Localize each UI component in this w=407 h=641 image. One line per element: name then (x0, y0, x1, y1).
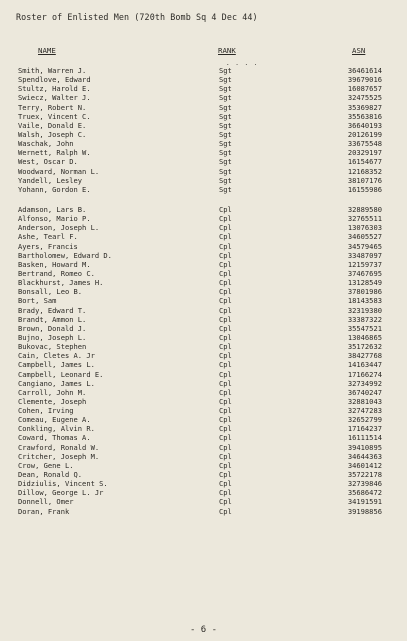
member-name: Dean, Ronald Q. (18, 470, 83, 480)
member-asn: 34601412 (347, 460, 382, 470)
member-asn: 32475525 (347, 93, 382, 103)
member-name: Wernett, Ralph W. (18, 148, 91, 158)
roster-row (0, 205, 407, 214)
roster-row (0, 66, 407, 75)
member-name: Stultz, Harold E. (18, 84, 91, 94)
member-name: Vaile, Donald E. (18, 120, 87, 130)
member-rank: Cpl (219, 360, 232, 370)
member-asn: 33487097 (347, 250, 382, 260)
member-name: Bort, Sam (18, 296, 57, 306)
member-name: Yohann, Gordon E. (18, 184, 91, 194)
member-rank: Cpl (219, 332, 232, 342)
roster-row (0, 497, 407, 506)
member-asn: 39410895 (347, 442, 382, 452)
member-name: Woodward, Norman L. (18, 166, 100, 176)
rank-column-header: RANK (218, 46, 236, 55)
member-name: Bujno, Joseph L. (18, 332, 87, 342)
roster-row (0, 379, 407, 388)
roster-row (0, 167, 407, 176)
member-asn: 34579465 (347, 241, 382, 251)
member-rank: Cpl (219, 424, 232, 434)
member-rank: Cpl (219, 214, 232, 224)
member-asn: 32747283 (347, 406, 382, 416)
member-asn: 16154677 (347, 157, 382, 167)
member-rank: Cpl (219, 479, 232, 489)
member-name: Dillow, George L. Jr (18, 488, 104, 498)
member-asn: 32739846 (347, 479, 382, 489)
roster-row (0, 139, 407, 148)
roster-row (0, 130, 407, 139)
member-asn: 32889580 (347, 204, 382, 214)
member-rank: Sgt (219, 102, 232, 112)
member-name: Carroll, John M. (18, 387, 87, 397)
member-asn: 20329197 (347, 148, 382, 158)
roster-row (0, 148, 407, 157)
roster-row (0, 333, 407, 342)
member-rank: Sgt (219, 129, 232, 139)
member-rank: Sgt (219, 175, 232, 185)
member-rank: Cpl (219, 433, 232, 443)
member-rank: Sgt (219, 184, 232, 194)
member-rank: Cpl (219, 406, 232, 416)
member-asn: 35686472 (347, 488, 382, 498)
member-asn: 37801986 (347, 287, 382, 297)
member-asn: 36640193 (347, 120, 382, 130)
member-name: Bonsall, Leo B. (18, 287, 83, 297)
roster-row (0, 103, 407, 112)
roster-row (0, 269, 407, 278)
roster-row (0, 488, 407, 497)
member-asn: 35722178 (347, 470, 382, 480)
member-rank: Cpl (219, 415, 232, 425)
roster-row (0, 306, 407, 315)
member-rank: Cpl (219, 369, 232, 379)
member-rank: Cpl (219, 314, 232, 324)
member-rank: Sgt (219, 157, 232, 167)
member-name: Ayers, Francis (18, 241, 78, 251)
member-rank: Cpl (219, 278, 232, 288)
member-name: Comeau, Eugene A. (18, 415, 91, 425)
member-name: Brown, Donald J. (18, 323, 87, 333)
member-rank: Cpl (219, 470, 232, 480)
member-name: Brady, Edward T. (18, 305, 87, 315)
member-name: Alfonso, Mario P. (18, 214, 91, 224)
member-name: Coward, Thomas A. (18, 433, 91, 443)
member-name: Walsh, Joseph C. (18, 129, 87, 139)
roster-row (0, 287, 407, 296)
member-rank: Cpl (219, 378, 232, 388)
member-rank: Cpl (219, 460, 232, 470)
member-asn: 34191591 (347, 497, 382, 507)
member-rank: Cpl (219, 351, 232, 361)
roster-row (0, 424, 407, 433)
member-rank: Cpl (219, 241, 232, 251)
asn-column-header: ASN (352, 46, 366, 55)
member-rank: Cpl (219, 342, 232, 352)
roster-row (0, 461, 407, 470)
member-asn: 20126199 (347, 129, 382, 139)
member-rank: Sgt (219, 75, 232, 85)
member-asn: 35369827 (347, 102, 382, 112)
member-rank: Cpl (219, 387, 232, 397)
roster-row (0, 406, 407, 415)
member-name: Bukovac, Stephen (18, 342, 87, 352)
roster-row (0, 360, 407, 369)
member-rank: Cpl (219, 259, 232, 269)
roster-row (0, 507, 407, 516)
member-asn: 16087657 (347, 84, 382, 94)
member-asn: 38107176 (347, 175, 382, 185)
member-rank: Sgt (219, 66, 232, 75)
roster-row (0, 121, 407, 130)
member-asn: 36461614 (347, 66, 382, 75)
member-rank: Cpl (219, 497, 232, 507)
member-name: Basken, Howard M. (18, 259, 91, 269)
roster-row (0, 370, 407, 379)
roster-row (0, 415, 407, 424)
member-asn: 38427768 (347, 351, 382, 361)
member-rank: Cpl (219, 442, 232, 452)
member-asn: 32652799 (347, 415, 382, 425)
member-rank: Cpl (219, 287, 232, 297)
member-asn: 17164237 (347, 424, 382, 434)
roster-row (0, 278, 407, 287)
member-rank: Sgt (219, 93, 232, 103)
member-rank: Sgt (219, 148, 232, 158)
member-name: Blackhurst, James H. (18, 278, 104, 288)
member-rank: Sgt (219, 166, 232, 176)
roster-row (0, 470, 407, 479)
member-asn: 17166274 (347, 369, 382, 379)
member-name: Bertrand, Romeo C. (18, 268, 95, 278)
member-name: Crawford, Ronald W. (18, 442, 100, 452)
member-asn: 14163447 (347, 360, 382, 370)
member-rank: Cpl (219, 232, 232, 242)
member-asn: 39679016 (347, 75, 382, 85)
member-name: Brandt, Ammon L. (18, 314, 87, 324)
roster-row (0, 232, 407, 241)
member-asn: 36740247 (347, 387, 382, 397)
roster-row (0, 251, 407, 260)
roster-row (0, 93, 407, 102)
member-name: Adamson, Lars B. (18, 204, 87, 214)
member-name: Clemente, Joseph (18, 396, 87, 406)
member-asn: 37467695 (347, 268, 382, 278)
member-name: Cain, Cletes A. Jr (18, 351, 95, 361)
member-rank: Cpl (219, 204, 232, 214)
member-rank: Cpl (219, 323, 232, 333)
member-name: Ashe, Tearl F. (18, 232, 78, 242)
roster-row (0, 112, 407, 121)
member-rank: Cpl (219, 223, 232, 233)
member-asn: 12168352 (347, 166, 382, 176)
member-name: Yandell, Lesley (18, 175, 83, 185)
member-asn: 34605527 (347, 232, 382, 242)
member-rank: Cpl (219, 506, 232, 516)
member-rank: Sgt (219, 139, 232, 149)
member-name: Swiecz, Walter J. (18, 93, 91, 103)
member-name: Truex, Vincent C. (18, 111, 91, 121)
roster-row (0, 260, 407, 269)
member-name: Crow, Gene L. (18, 460, 74, 470)
roster-row (0, 296, 407, 305)
roster-row (0, 452, 407, 461)
member-asn: 35563816 (347, 111, 382, 121)
rank-header-dots: . . . . (226, 60, 259, 67)
roster-row (0, 443, 407, 452)
name-column-header: NAME (38, 46, 56, 55)
member-name: Campbell, James L. (18, 360, 95, 370)
member-name: Smith, Warren J. (18, 66, 87, 75)
member-asn: 32319380 (347, 305, 382, 315)
member-asn: 16155986 (347, 184, 382, 194)
member-rank: Sgt (219, 84, 232, 94)
page-number: - 6 - (189, 625, 218, 635)
member-rank: Cpl (219, 268, 232, 278)
member-rank: Cpl (219, 488, 232, 498)
member-rank: Cpl (219, 451, 232, 461)
member-name: Waschak, John (18, 139, 74, 149)
member-name: Donnell, Omer (18, 497, 74, 507)
member-rank: Cpl (219, 296, 232, 306)
roster-row (0, 157, 407, 166)
roster-row (0, 351, 407, 360)
member-rank: Cpl (219, 305, 232, 315)
roster-row (0, 342, 407, 351)
roster-row (0, 75, 407, 84)
member-asn: 13128549 (347, 278, 382, 288)
member-name: Cohen, Irving (18, 406, 74, 416)
member-name: Cangiano, James L. (18, 378, 95, 388)
member-name: Spendlove, Edward (18, 75, 91, 85)
roster-title: Roster of Enlisted Men (720th Bomb Sq 4 Dec 44) (16, 12, 258, 22)
roster-row (0, 433, 407, 442)
member-name: Doran, Frank (18, 506, 70, 516)
member-rank: Cpl (219, 396, 232, 406)
roster-row (0, 397, 407, 406)
member-asn: 39198856 (347, 506, 382, 516)
member-asn: 18143583 (347, 296, 382, 306)
roster-row (0, 223, 407, 232)
roster-row (0, 324, 407, 333)
member-name: Anderson, Joseph L. (18, 223, 100, 233)
member-name: Conkling, Alvin R. (18, 424, 95, 434)
member-asn: 32765511 (347, 214, 382, 224)
member-asn: 16111514 (347, 433, 382, 443)
member-asn: 32734992 (347, 378, 382, 388)
member-name: Terry, Robert N. (18, 102, 87, 112)
roster-row (0, 479, 407, 488)
group-spacer (0, 194, 407, 205)
member-asn: 12159737 (347, 259, 382, 269)
member-rank: Cpl (219, 250, 232, 260)
member-asn: 13046865 (347, 332, 382, 342)
member-asn: 34644363 (347, 451, 382, 461)
member-asn: 35547521 (347, 323, 382, 333)
member-name: Campbell, Leonard E. (18, 369, 104, 379)
roster-row (0, 84, 407, 93)
roster-row (0, 176, 407, 185)
member-rank: Sgt (219, 120, 232, 130)
roster-row (0, 185, 407, 194)
roster-row (0, 315, 407, 324)
member-asn: 35172632 (347, 342, 382, 352)
roster-row (0, 388, 407, 397)
member-asn: 33387322 (347, 314, 382, 324)
member-asn: 33675548 (347, 139, 382, 149)
member-rank: Sgt (219, 111, 232, 121)
member-asn: 32881043 (347, 396, 382, 406)
member-asn: 13076303 (347, 223, 382, 233)
member-name: West, Oscar D. (18, 157, 78, 167)
member-name: Critcher, Joseph M. (18, 451, 100, 461)
roster-list (0, 66, 407, 516)
member-name: Didziulis, Vincent S. (18, 479, 108, 489)
member-name: Bartholomew, Edward D. (18, 250, 112, 260)
roster-row (0, 214, 407, 223)
roster-row (0, 242, 407, 251)
